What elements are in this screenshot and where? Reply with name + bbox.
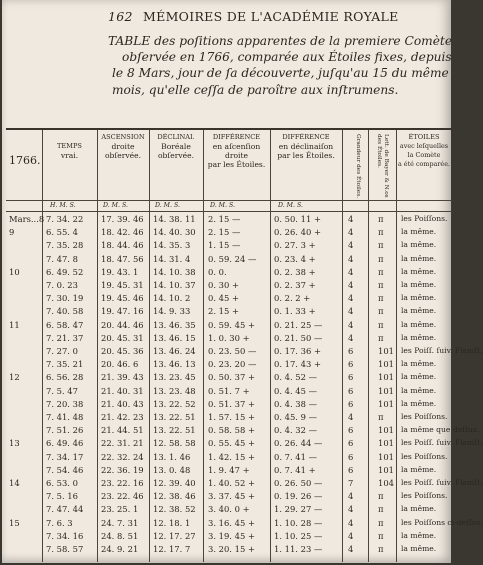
declination-header: DÉCLINAI. Boréale obſervée. (157, 133, 195, 160)
cell-diffa: 3. 19. 45 + (208, 530, 255, 541)
caption-line: TABLE des poſitions apparentes de la premiere Comète (108, 34, 453, 48)
cell-asc: 18. 47. 56 (101, 253, 144, 264)
cell-time: 7. 34. 17 (46, 451, 84, 462)
cell-asc: 24. 7. 31 (101, 517, 139, 528)
table-row (6, 438, 483, 451)
cell-star: la même que deſſus. (401, 425, 480, 435)
unit-diffa: D. M. S. (210, 202, 235, 209)
diff-ascension-header: DIFFÉRENCE en aſcenſion droite par les Étoiles. (207, 133, 266, 169)
diff-declination-header: DIFFÉRENCE en déclinaiſon par les Étoiles. (277, 133, 335, 160)
table-caption (108, 33, 453, 98)
cell-diffa: 0. 30 + (208, 280, 239, 290)
cell-lett: π (378, 214, 384, 224)
cell-time: 7. 35. 28 (46, 240, 84, 251)
cell-asc: 21. 42. 23 (101, 412, 144, 422)
cell-gr: 4 (348, 227, 354, 238)
cell-asc: 19. 45. 46 (101, 293, 144, 304)
page-number: 162 (108, 9, 133, 24)
cell-time: 7. 47. 8 (46, 253, 78, 264)
cell-gr: 6 (348, 385, 354, 396)
cell-lett: 101 (378, 359, 394, 370)
cell-diffd: 0. 17. 36 + (274, 346, 321, 356)
cell-gr: 4 (348, 293, 354, 304)
cell-diffd: 0. 26. 50 — (274, 478, 323, 488)
cell-gr: 4 (348, 491, 354, 502)
table-row (6, 240, 452, 253)
running-title: MÉMOIRES DE L'ACADÉMIE ROYALE (143, 9, 399, 24)
cell-asc: 24. 9. 21 (101, 544, 139, 554)
cell-asc: 21. 39. 43 (101, 372, 144, 383)
cell-asc: 20. 44. 46 (101, 319, 144, 330)
cell-lett: π (378, 280, 384, 290)
cell-asc: 22. 36. 19 (101, 464, 144, 475)
cell-asc: 23. 22. 46 (101, 491, 144, 502)
cell-gr: 6 (348, 359, 354, 370)
cell-diffd: 0. 4. 45 — (274, 385, 317, 396)
cell-asc: 20. 45. 31 (101, 332, 144, 343)
cell-star: la même. (401, 359, 437, 369)
cell-gr: 4 (348, 266, 354, 277)
table-row (6, 214, 452, 227)
cell-star: la même. (401, 464, 437, 474)
cell-lett: 101 (378, 385, 394, 396)
cell-lett: π (378, 227, 384, 238)
cell-diffa: 1. 42. 15 + (208, 451, 255, 462)
table-row (6, 425, 480, 438)
cell-lett: 104 (378, 478, 394, 488)
cell-lett: 101 (378, 438, 394, 449)
cell-dec: 13. 46. 15 (153, 332, 196, 343)
cell-dec: 14. 10. 2 (153, 293, 191, 304)
cell-asc: 21. 40. 31 (101, 385, 144, 396)
cell-lett: π (378, 504, 384, 515)
cell-lett: π (378, 530, 384, 541)
cell-star: les Poiſſons. (401, 451, 448, 461)
cell-gr: 4 (348, 319, 354, 330)
cell-dec: 13. 22. 51 (153, 412, 196, 422)
cell-diffa: 0. 23. 50 — (208, 346, 257, 356)
cell-lett: π (378, 293, 384, 304)
cell-dec: 13. 46. 24 (153, 346, 196, 356)
unit-diffd: D. M. S. (278, 202, 303, 209)
cell-star: les Poiſſons ci-deſſus. (401, 517, 483, 527)
cell-diffd: 0. 7. 41 + (274, 464, 316, 475)
bayer-header: Lett. de Bayer & N.os des Étoiles. (376, 134, 389, 198)
cell-time: 6. 49. 46 (46, 438, 84, 449)
cell-time: 7. 47. 44 (46, 504, 84, 515)
cell-diffa: 1. 9. 47 + (208, 464, 250, 475)
table-row (6, 386, 452, 399)
cell-star: la même. (401, 253, 437, 263)
cell-star: la même. (401, 398, 437, 408)
cell-diffd: 0. 2. 38 + (274, 266, 316, 277)
table-row (6, 359, 452, 372)
cell-gr: 6 (348, 372, 354, 383)
cell-diffd: 1. 29. 27 — (274, 504, 323, 515)
cell-dec: 14. 9. 33 (153, 306, 191, 317)
caption-line: mois, qu'elle ceſſa de paroître aux inſtrumens. (112, 82, 399, 97)
cell-star: la même. (401, 280, 437, 289)
table-header (6, 130, 452, 200)
table-row (6, 227, 452, 240)
cell-time: 7. 5. 16 (46, 491, 78, 502)
cell-time: 7. 20. 38 (46, 398, 84, 409)
cell-dec: 13. 0. 48 (153, 464, 191, 475)
cell-day: 13 (9, 438, 20, 449)
cell-diffd: 0. 4. 38 — (274, 398, 317, 409)
cell-asc: 19. 47. 16 (101, 306, 144, 317)
cell-diffa: 0. 51. 7 + (208, 385, 250, 396)
cell-time: 6. 56. 28 (46, 372, 84, 383)
cell-dec: 14. 35. 3 (153, 240, 191, 251)
table-row (6, 452, 452, 465)
cell-gr: 4 (348, 412, 354, 422)
cell-diffd: 0. 2. 2 + (274, 293, 311, 304)
caption-line: le 8 Mars, jour de ſa découverte, juſqu'au 15 du même (112, 66, 449, 81)
table-row (6, 372, 452, 385)
cell-gr: 6 (348, 346, 354, 356)
cell-dec: 14. 38. 11 (153, 214, 196, 224)
cell-diffa: 2. 15 — (208, 214, 241, 224)
cell-star: les Poiſſons. (401, 214, 448, 223)
cell-diffa: 2. 15 — (208, 227, 241, 238)
cell-star: les Poiſſ. ſuiv. Flamſt. (401, 438, 483, 448)
cell-lett: π (378, 253, 384, 264)
cell-diffa: 1. 0. 30 + (208, 332, 250, 343)
cell-lett: π (378, 544, 384, 554)
cell-star: la même. (401, 544, 437, 553)
cell-dec: 13. 1. 46 (153, 451, 191, 462)
table-row (6, 293, 452, 306)
cell-time: 7. 58. 57 (46, 544, 84, 554)
cell-diffa: 0. 0. (208, 266, 227, 277)
cell-diffd: 0. 17. 43 + (274, 359, 321, 370)
cell-time: 6. 53. 0 (46, 478, 78, 488)
cell-asc: 22. 31. 21 (101, 438, 144, 449)
cell-time: 7. 21. 37 (46, 332, 84, 343)
cell-star: la même. (401, 504, 437, 514)
table-row (6, 399, 452, 412)
year-header: 1766. (9, 154, 41, 167)
ascension-header: ASCENSION droite obſervée. (101, 133, 145, 160)
cell-diffa: 0. 55. 45 + (208, 438, 255, 449)
table-row (6, 267, 452, 280)
cell-diffd: 0. 1. 33 + (274, 306, 316, 317)
cell-lett: π (378, 266, 384, 277)
cell-time: 7. 34. 16 (46, 530, 84, 541)
cell-dec: 12. 17. 27 (153, 530, 196, 541)
cell-star: la même. (401, 319, 437, 329)
cell-asc: 19. 43. 1 (101, 266, 139, 277)
cell-lett: π (378, 412, 384, 422)
cell-lett: 101 (378, 464, 394, 475)
cell-lett: π (378, 319, 384, 330)
cell-diffd: 0. 7. 41 — (274, 451, 317, 462)
cell-lett: 101 (378, 346, 394, 356)
cell-dec: 13. 46. 35 (153, 319, 196, 330)
cell-star: la même. (401, 306, 437, 316)
cell-gr: 6 (348, 425, 354, 436)
cell-diffa: 1. 57. 15 + (208, 412, 255, 422)
cell-day: 11 (9, 319, 20, 330)
cell-lett: 101 (378, 425, 394, 436)
cell-dec: 14. 10. 37 (153, 280, 196, 290)
grandeur-header: Grandeur des Étoiles. (355, 134, 361, 199)
cell-diffd: 0. 21. 50 — (274, 332, 323, 343)
table-row (6, 504, 452, 517)
cell-diffd: 0. 19. 26 — (274, 491, 323, 502)
cell-gr: 4 (348, 332, 354, 343)
cell-dec: 14. 40. 30 (153, 227, 196, 238)
table-row (6, 346, 483, 359)
cell-lett: π (378, 491, 384, 502)
cell-asc: 18. 42. 46 (101, 227, 144, 238)
cell-asc: 23. 25. 1 (101, 504, 139, 515)
cell-day: 9 (9, 227, 15, 238)
cell-star: la même. (401, 530, 437, 540)
cell-time: 7. 5. 47 (46, 385, 78, 396)
cell-lett: 101 (378, 398, 394, 409)
cell-diffd: 0. 23. 4 + (274, 253, 316, 264)
table-row (6, 491, 452, 504)
cell-diffa: 0. 23. 20 — (208, 359, 257, 370)
cell-dec: 12. 58. 58 (153, 438, 196, 449)
cell-dec: 13. 23. 45 (153, 372, 196, 383)
cell-diffd: 0. 4. 52 — (274, 372, 317, 383)
cell-lett: π (378, 240, 384, 251)
cell-time: 7. 51. 26 (46, 425, 84, 436)
cell-star: la même. (401, 227, 437, 237)
table-row (6, 478, 483, 491)
cell-dec: 12. 17. 7 (153, 544, 191, 554)
cell-diffa: 0. 59. 24 — (208, 253, 257, 264)
cell-gr: 4 (348, 214, 354, 224)
table-row (6, 254, 452, 267)
cell-dec: 12. 18. 1 (153, 517, 191, 528)
cell-diffd: 0. 27. 3 + (274, 240, 316, 251)
cell-lett: 101 (378, 451, 394, 462)
table-row (6, 531, 452, 544)
table-row (6, 412, 452, 425)
book-page (2, 0, 483, 563)
cell-time: 7. 35. 21 (46, 359, 84, 370)
cell-dec: 12. 38. 46 (153, 491, 196, 502)
cell-star: la même. (401, 240, 437, 250)
cell-diffa: 0. 45 + (208, 293, 239, 304)
cell-asc: 18. 44. 46 (101, 240, 144, 251)
cell-gr: 4 (348, 280, 354, 290)
cell-asc: 21. 40. 43 (101, 398, 144, 409)
cell-gr: 6 (348, 451, 354, 462)
cell-dec: 14. 31. 4 (153, 253, 191, 264)
cell-time: 7. 30. 19 (46, 293, 84, 304)
cell-lett: π (378, 332, 384, 343)
cell-dec: 13. 46. 13 (153, 359, 196, 370)
cell-diffa: 0. 50. 37 + (208, 372, 255, 383)
cell-dec: 13. 22. 51 (153, 425, 196, 436)
cell-asc: 20. 45. 36 (101, 346, 144, 356)
cell-day: 15 (9, 517, 20, 528)
cell-gr: 4 (348, 504, 354, 515)
cell-asc: 21. 44. 51 (101, 425, 144, 436)
cell-diffd: 0. 21. 25 — (274, 319, 323, 330)
cell-diffa: 3. 16. 45 + (208, 517, 255, 528)
cell-gr: 4 (348, 306, 354, 317)
cell-diffd: 1. 10. 25 — (274, 530, 323, 541)
cell-day: 12 (9, 372, 20, 383)
cell-asc: 22. 32. 24 (101, 451, 144, 462)
cell-star: la même. (401, 372, 437, 382)
table-row (6, 333, 452, 346)
table-row (6, 280, 452, 293)
table-row (6, 320, 452, 333)
cell-dec: 13. 23. 48 (153, 385, 196, 396)
cell-gr: 4 (348, 517, 354, 528)
cell-diffa: 3. 37. 45 + (208, 491, 255, 502)
comet-positions-table (6, 128, 483, 562)
unit-asc: D. M. S. (103, 202, 128, 209)
unit-time: H. M. S. (50, 202, 76, 209)
cell-day: 14 (9, 478, 20, 488)
cell-star: les Poiſſons. (401, 412, 448, 421)
table-row (6, 544, 452, 557)
cell-diffa: 0. 51. 37 + (208, 398, 255, 409)
cell-gr: 7 (348, 478, 354, 488)
caption-line: obſervée en 1766, comparée aux Étoiles fixes, depuis (122, 50, 452, 65)
cell-diffd: 1. 10. 28 — (274, 517, 323, 528)
cell-diffa: 2. 15 + (208, 306, 239, 317)
cell-time: 7. 40. 58 (46, 306, 84, 317)
cell-asc: 17. 39. 46 (101, 214, 144, 224)
cell-time: 6. 58. 47 (46, 319, 84, 330)
cell-gr: 4 (348, 253, 354, 264)
time-header: TEMPS vrai. (57, 142, 82, 160)
cell-diffa: 1. 40. 52 + (208, 478, 255, 488)
cell-gr: 4 (348, 544, 354, 554)
cell-time: 7. 6. 3 (46, 517, 73, 528)
cell-time: 6. 49. 52 (46, 266, 84, 277)
cell-time: 7. 0. 23 (46, 280, 78, 290)
cell-lett: 101 (378, 372, 394, 383)
cell-diffa: 3. 20. 15 + (208, 544, 255, 554)
units-row (6, 200, 452, 212)
cell-diffa: 1. 15 — (208, 240, 241, 251)
cell-diffd: 0. 26. 44 — (274, 438, 323, 449)
table-row (6, 517, 483, 531)
cell-asc: 20. 46. 6 (101, 359, 139, 370)
cell-gr: 6 (348, 438, 354, 449)
cell-diffd: 0. 4. 32 — (274, 425, 317, 436)
cell-diffd: 0. 45. 9 — (274, 412, 317, 422)
cell-day: Mars...8 (9, 214, 45, 224)
cell-gr: 6 (348, 464, 354, 475)
cell-star: les Poiſſ. ſuiv. Flamſt. (401, 346, 483, 355)
cell-diffa: 3. 40. 0 + (208, 504, 250, 515)
cell-star: la même. (401, 266, 437, 276)
cell-time: 7. 34. 22 (46, 214, 84, 224)
running-head (108, 9, 438, 24)
cell-diffd: 1. 11. 23 — (274, 544, 323, 554)
cell-time: 7. 41. 48 (46, 412, 84, 422)
cell-gr: 6 (348, 398, 354, 409)
cell-dec: 14. 10. 38 (153, 266, 196, 277)
cell-star: la même. (401, 293, 437, 303)
cell-gr: 4 (348, 530, 354, 541)
cell-star: la même. (401, 385, 437, 395)
cell-diffd: 0. 26. 40 + (274, 227, 321, 238)
cell-diffd: 0. 50. 11 + (274, 214, 321, 224)
cell-dec: 12. 39. 40 (153, 478, 196, 488)
cell-dec: 13. 22. 52 (153, 398, 196, 409)
cell-lett: π (378, 306, 384, 317)
stars-header: ÉTOILES avec leſquelles la Comète a été comparée. (397, 133, 451, 168)
cell-diffa: 0. 59. 45 + (208, 319, 255, 330)
cell-star: la même. (401, 332, 437, 342)
cell-star: les Poiſſons. (401, 491, 448, 501)
cell-star: les Poiſſ. ſuiv. Flamſt. (401, 478, 483, 487)
table-row (6, 306, 452, 319)
unit-dec: D. M. S. (155, 202, 180, 209)
table-body (6, 214, 483, 562)
cell-gr: 4 (348, 240, 354, 251)
cell-asc: 19. 45. 31 (101, 280, 144, 290)
cell-diffd: 0. 2. 37 + (274, 280, 316, 290)
cell-time: 7. 54. 46 (46, 464, 84, 475)
cell-time: 6. 55. 4 (46, 227, 78, 238)
table-row (6, 465, 452, 478)
cell-asc: 24. 8. 51 (101, 530, 139, 541)
cell-dec: 12. 38. 52 (153, 504, 196, 515)
cell-diffa: 0. 58. 58 + (208, 425, 255, 436)
cell-asc: 23. 22. 16 (101, 478, 144, 488)
cell-day: 10 (9, 266, 20, 277)
cell-lett: π (378, 517, 384, 528)
cell-time: 7. 27. 0 (46, 346, 78, 356)
